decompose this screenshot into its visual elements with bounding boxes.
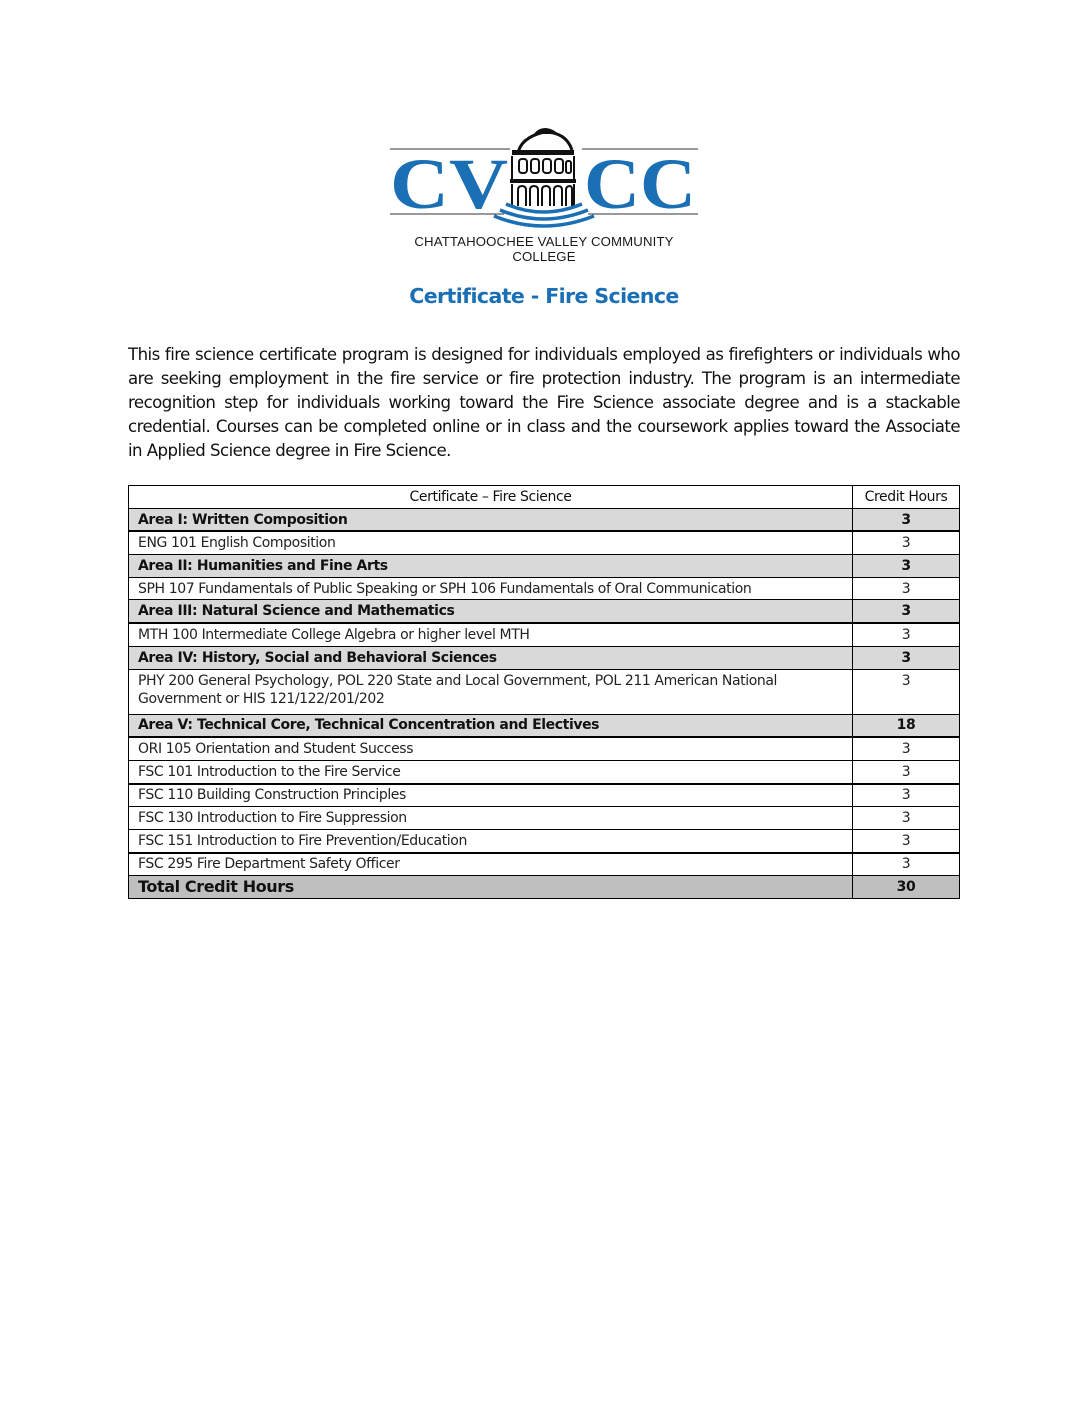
program-table <box>128 485 960 899</box>
total-credit-hours-value: 30 <box>853 876 960 899</box>
area-label: Area I: Written Composition <box>129 508 853 531</box>
area-row <box>129 508 960 531</box>
course-row <box>129 807 960 830</box>
page-title: Certificate - Fire Science <box>409 284 679 308</box>
column-header-credit-hours: Credit Hours <box>853 486 960 509</box>
credit-hours-value: 3 <box>853 600 960 623</box>
credit-hours-value: 3 <box>853 531 960 554</box>
credit-hours-value: 3 <box>853 623 960 646</box>
credit-hours-value: 3 <box>853 853 960 876</box>
course-label: FSC 101 Introduction to the Fire Service <box>129 760 853 783</box>
building-rotunda-icon <box>388 124 700 234</box>
column-header-program: Certificate – Fire Science <box>129 486 853 509</box>
course-label: FSC 295 Fire Department Safety Officer <box>129 853 853 876</box>
credit-hours-value: 3 <box>853 784 960 807</box>
area-row <box>129 714 960 737</box>
course-row <box>129 760 960 783</box>
area-row <box>129 555 960 578</box>
table-header-row <box>129 486 960 509</box>
course-label: FSC 110 Building Construction Principles <box>129 784 853 807</box>
credit-hours-value: 3 <box>853 737 960 760</box>
logo-letters-right: CC <box>584 144 696 224</box>
credit-hours-value: 3 <box>853 508 960 531</box>
course-label: SPH 107 Fundamentals of Public Speaking or SPH 106 Fundamentals of Oral Communication <box>129 577 853 600</box>
course-row <box>129 623 960 646</box>
credit-hours-value: 3 <box>853 829 960 852</box>
area-label: Area III: Natural Science and Mathematics <box>129 600 853 623</box>
credit-hours-value: 3 <box>853 760 960 783</box>
area-row <box>129 646 960 669</box>
course-label: ENG 101 English Composition <box>129 531 853 554</box>
course-label: ORI 105 Orientation and Student Success <box>129 737 853 760</box>
college-logo <box>388 124 700 264</box>
area-label: Area IV: History, Social and Behavioral Sciences <box>129 646 853 669</box>
credit-hours-value: 3 <box>853 577 960 600</box>
course-label: PHY 200 General Psychology, POL 220 State and Local Government, POL 211 American National Government or HIS 121/122/201/202 <box>129 669 853 714</box>
credit-hours-value: 18 <box>853 714 960 737</box>
total-label: Total Credit Hours <box>129 876 853 899</box>
credit-hours-value: 3 <box>853 807 960 830</box>
total-row <box>129 876 960 899</box>
course-row <box>129 737 960 760</box>
credit-hours-value: 3 <box>853 669 960 714</box>
course-row <box>129 577 960 600</box>
area-row <box>129 600 960 623</box>
area-label: Area V: Technical Core, Technical Concentration and Electives <box>129 714 853 737</box>
course-row <box>129 829 960 852</box>
course-row <box>129 784 960 807</box>
course-row <box>129 531 960 554</box>
credit-hours-value: 3 <box>853 646 960 669</box>
course-label: MTH 100 Intermediate College Algebra or higher level MTH <box>129 623 853 646</box>
course-row <box>129 669 960 714</box>
area-label: Area II: Humanities and Fine Arts <box>129 555 853 578</box>
logo-letters-left: CV <box>390 144 508 224</box>
credit-hours-value: 3 <box>853 555 960 578</box>
program-description: This fire science certificate program is designed for individuals employed as firefighters or individuals who are seeking employment in the fire service or fire protection industry. The program is an intermediate recognition step for individuals working toward the Fire Science associate degree and is a stackable credential. Courses can be completed online or in class and the coursework applies toward the Associate in Applied Science degree in Fire Science. <box>128 345 960 460</box>
course-label: FSC 130 Introduction to Fire Suppression <box>129 807 853 830</box>
course-label: FSC 151 Introduction to Fire Prevention/Education <box>129 829 853 852</box>
logo-subtitle: CHATTAHOOCHEE VALLEY COMMUNITY COLLEGE <box>414 234 674 264</box>
course-row <box>129 853 960 876</box>
